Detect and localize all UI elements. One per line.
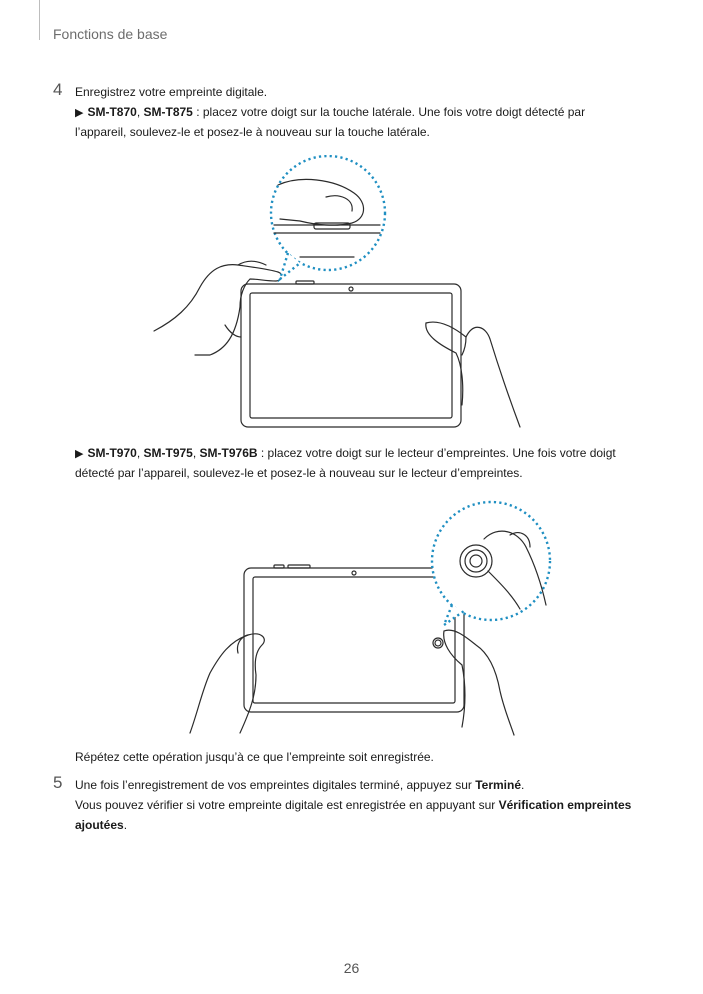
period: . xyxy=(521,778,525,792)
step-4-item-2-line-2: détecté par l’appareil, soulevez-le et posez-le à nouveau sur le lecteur d’empreintes. xyxy=(75,466,523,480)
step-4-item-2-line-1 xyxy=(75,445,616,462)
model-sm-t970: SM-T970 xyxy=(87,446,137,460)
step-5-line-3 xyxy=(75,817,127,833)
triangle-bullet-icon: ▶ xyxy=(75,107,84,119)
right-hand xyxy=(426,322,520,427)
step-4-title: Enregistrez votre empreinte digitale. xyxy=(75,85,268,99)
side-key-illustration xyxy=(140,155,570,435)
section-title: Fonctions de base xyxy=(53,26,168,42)
left-hand xyxy=(154,265,282,355)
tablet-screen xyxy=(253,577,455,703)
triangle-bullet-icon: ▶ xyxy=(75,448,84,460)
step-5-number: 5 xyxy=(53,773,63,792)
model-sm-t975: SM-T975 xyxy=(143,446,193,460)
separator: , xyxy=(192,446,200,460)
separator: , xyxy=(136,105,144,119)
verify-fingerprints-label-cont: ajoutées xyxy=(75,818,124,832)
separator: , xyxy=(136,446,144,460)
tablet-body xyxy=(241,284,461,427)
zoom-circle xyxy=(271,156,385,270)
front-camera xyxy=(349,287,353,291)
front-camera xyxy=(352,571,356,575)
model-sm-t870: SM-T870 xyxy=(87,105,137,119)
step-4-number: 4 xyxy=(53,80,63,99)
step-5-line-2 xyxy=(75,797,631,813)
step-5-line-1 xyxy=(75,777,524,793)
side-key xyxy=(274,565,284,568)
model-sm-t976b: SM-T976B xyxy=(199,446,258,460)
item-1-text: : placez votre doigt sur la touche latérale. Une fois votre doigt détecté par xyxy=(192,105,586,119)
side-key xyxy=(296,281,314,284)
verify-fingerprints-label: Vérification empreintes xyxy=(498,798,632,812)
item-2-text: : placez votre doigt sur le lecteur d’empreintes. Une fois votre doigt xyxy=(257,446,616,460)
fingerprint-reader-illustration xyxy=(170,495,560,740)
tablet-screen xyxy=(250,293,452,418)
done-label: Terminé xyxy=(475,778,521,792)
tablet-body xyxy=(244,568,464,712)
step-4-item-1-line-2: l’appareil, soulevez-le et posez-le à nouveau sur la touche latérale. xyxy=(75,125,430,139)
header-rule xyxy=(39,0,40,40)
step-5-text: Une fois l’enregistrement de vos empreintes digitales terminé, appuyez sur xyxy=(75,778,476,792)
model-sm-t875: SM-T875 xyxy=(143,105,193,119)
step-4-item-1-line-1 xyxy=(75,104,585,121)
period: . xyxy=(123,818,128,832)
step-4-repeat-text: Répétez cette opération jusqu’à ce que l’empreinte soit enregistrée. xyxy=(75,750,434,764)
page-number: 26 xyxy=(343,960,360,976)
step-5-text: Vous pouvez vérifier si votre empreinte digitale est enregistrée en appuyant sur xyxy=(75,798,499,812)
